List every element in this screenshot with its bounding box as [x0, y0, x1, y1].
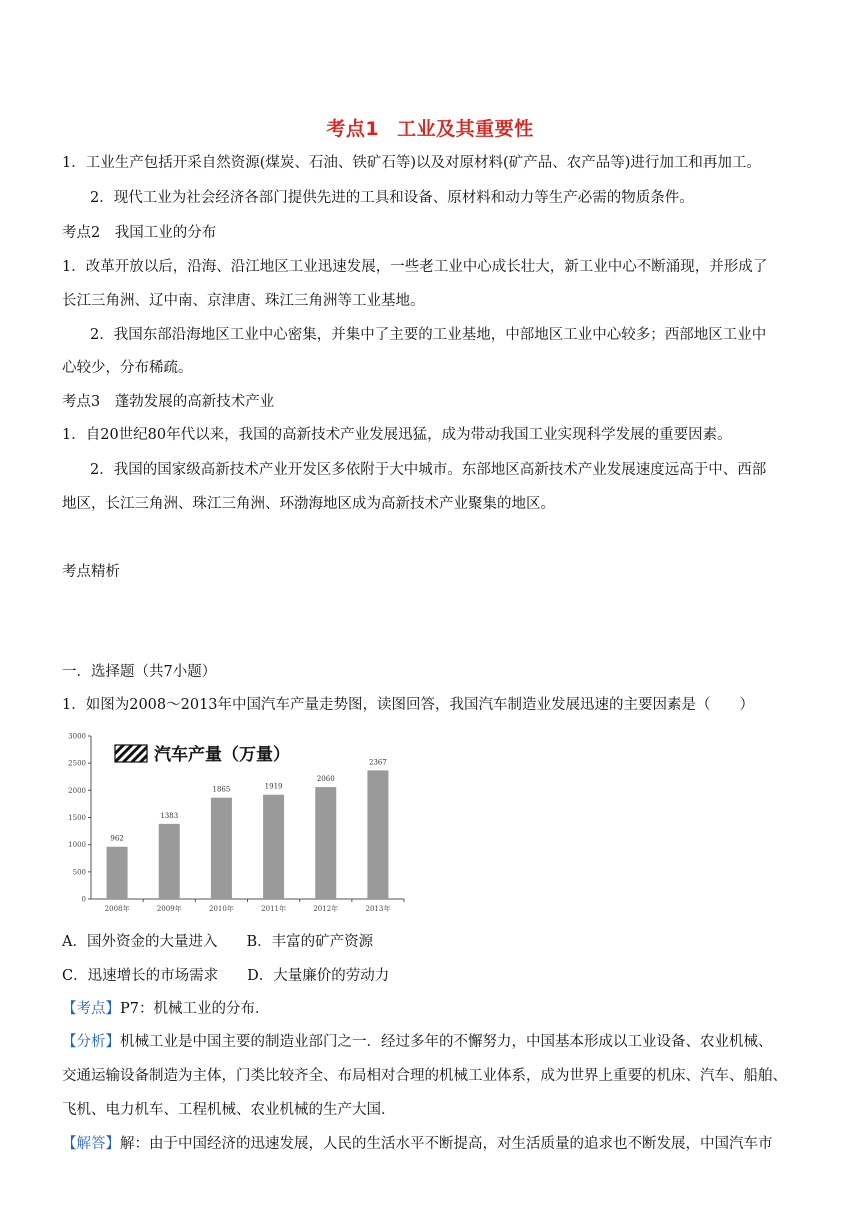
answer-options-ab: A．国外资金的大量进入 B．丰富的矿产资源	[62, 934, 374, 950]
bar-data-label: 2367	[369, 758, 387, 767]
y-tick-label: 1000	[68, 841, 86, 850]
text-line: 长江三角洲、辽中南、京津唐、珠江三角洲等工业基地。	[62, 293, 425, 309]
text-line: 2．我国东部沿海地区工业中心密集，并集中了主要的工业基地，中部地区工业中心较多；西部地区工业中	[90, 327, 767, 343]
fenxi-tag: 【分析】	[62, 1034, 120, 1050]
text-line: 1．自20世纪80年代以来，我国的高新技术产业发展迅猛，成为带动我国工业实现科学发展的重要因素。	[62, 427, 732, 443]
bar-data-label: 1865	[212, 785, 231, 794]
answer-options-cd: C．迅速增长的市场需求 D．大量廉价的劳动力	[62, 968, 390, 984]
section-heading: 考点2 我国工业的分布	[62, 225, 217, 241]
bar-data-label: 2060	[316, 775, 335, 784]
bar-data-label: 962	[110, 834, 124, 843]
bar	[263, 795, 284, 899]
y-tick-label: 3000	[68, 732, 86, 741]
bar	[211, 798, 232, 899]
bar-data-label: 1383	[160, 811, 179, 820]
text-line: 地区，长江三角洲、珠江三角洲、环渤海地区成为高新技术产业聚集的地区。	[62, 496, 555, 512]
bar	[159, 824, 180, 899]
x-tick-label: 2012年	[313, 905, 339, 913]
section-heading: 考点精析	[62, 564, 120, 580]
bar	[367, 770, 388, 899]
page-title	[0, 114, 860, 141]
text-line: 2．我国的国家级高新技术产业开发区多依附于大中城市。东部地区高新技术产业发展速度远高于中、西部	[90, 462, 767, 478]
text-line: 飞机、电力机车、工程机械、农业机械的生产大国．	[62, 1102, 396, 1118]
y-tick-label: 2500	[68, 759, 86, 768]
x-tick-label: 2013年	[365, 905, 391, 913]
x-tick-label: 2009年	[156, 905, 182, 913]
bar	[315, 787, 336, 899]
car-production-chart	[62, 728, 412, 918]
x-tick-label: 2008年	[104, 905, 130, 913]
title-part2: 工业及其重要性	[397, 118, 534, 140]
text-line: 1．改革开放以后，沿海、沿江地区工业迅速发展，一些老工业中心成长壮大，新工业中心不断涌现，并形成了	[62, 259, 768, 275]
y-tick-label: 2000	[68, 786, 86, 795]
section-heading: 考点3 蓬勃发展的高新技术产业	[62, 394, 275, 410]
bar	[107, 847, 128, 899]
x-tick-label: 2011年	[261, 905, 286, 913]
y-tick-label: 0	[81, 895, 86, 904]
kaodian-line	[62, 999, 269, 1019]
kaodian-tag: 【考点】	[62, 1001, 120, 1017]
text-line: 1．工业生产包括开采自然资源(煤炭、石油、铁矿石等)以及对原材料(矿产品、农产品等)进行加工和再加工。	[62, 155, 761, 171]
question-section-heading: 一．选择题（共7小题）	[62, 664, 217, 680]
legend-hatch-swatch	[115, 745, 147, 762]
legend-label: 汽车产量（万量）	[154, 745, 290, 765]
text-line: 心较少，分布稀疏。	[62, 360, 193, 376]
fenxi-text: 机械工业是中国主要的制造业部门之一．经过多年的不懈努力，中国基本形成以工业设备、农业机械、	[120, 1034, 773, 1050]
bar-chart-svg	[62, 728, 412, 918]
y-tick-label: 500	[72, 868, 86, 877]
text-line: 交通运输设备制造为主体，门类比较齐全、布局相对合理的机械工业体系，成为世界上重要的机床、汽车、船舶、	[62, 1068, 787, 1084]
kaodian-text: P7：机械工业的分布．	[120, 1001, 270, 1017]
question-stem: 1．如图为2008～2013年中国汽车产量走势图，读图回答，我国汽车制造业发展迅速的主要因素是（ ）	[62, 697, 755, 713]
jieda-text: 解：由于中国经济的迅速发展，人民的生活水平不断提高，对生活质量的追求也不断发展，中国汽车市	[120, 1136, 773, 1152]
fenxi-line	[62, 1032, 773, 1052]
y-tick-label: 1500	[68, 814, 86, 822]
bar-data-label: 1919	[264, 782, 283, 791]
jieda-line	[62, 1134, 773, 1154]
x-tick-label: 2010年	[209, 905, 234, 913]
jieda-tag: 【解答】	[62, 1136, 120, 1152]
text-line: 2．现代工业为社会经济各部门提供先进的工具和设备、原材料和动力等生产必需的物质条件。	[90, 190, 694, 206]
title-part1: 考点1	[326, 118, 380, 140]
